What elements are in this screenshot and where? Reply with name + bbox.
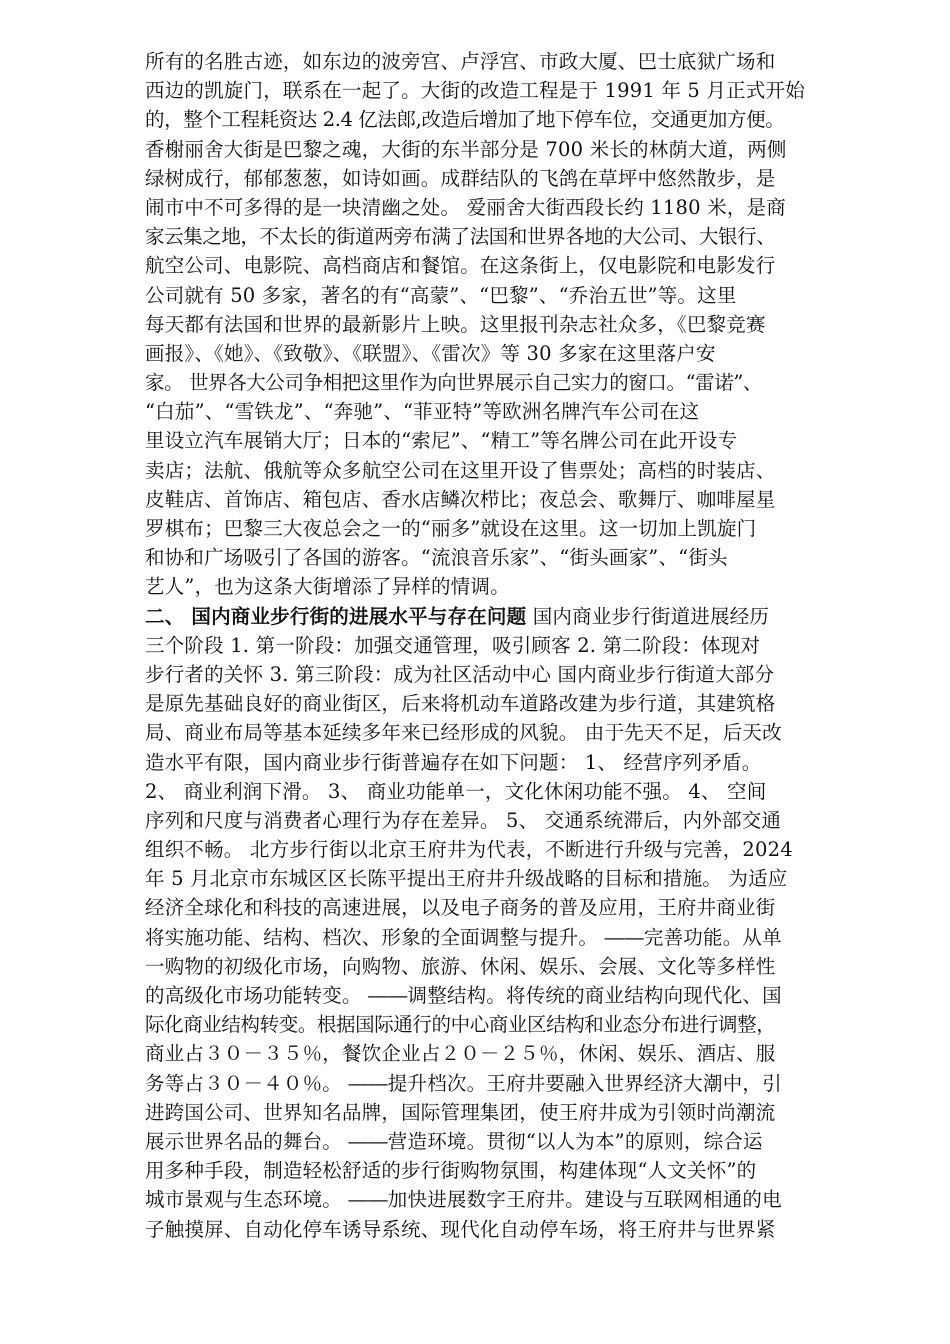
text-line: 商业占３０－３５％，餐饮企业占２０－２５％，休闲、娱乐、酒店、服 (145, 1042, 776, 1066)
text-line: 闹市中不可多得的是一块清幽之处。 爱丽舍大街西段长约 1180 米，是商 (145, 195, 786, 219)
body-text (145, 47, 865, 1244)
text-line: 务等占３０－４０％。 ――提升档次。王府井要融入世界经济大潮中，引 (145, 1071, 782, 1095)
text-span: 国内商业步行街道进展经历 (526, 604, 770, 628)
text-line: 一购物的初级化市场，向购物、旅游、休闲、娱乐、会展、文化等多样性 (145, 954, 776, 978)
text-line: 航空公司、电影院、高档商店和餐馆。在这条街上，仅电影院和电影发行 (145, 254, 776, 278)
text-line: 进跨国公司、世界知名品牌，国际管理集团，使王府井成为引领时尚潮流 (145, 1100, 776, 1124)
text-line: 是原先基础良好的商业街区，后来将机动车道路改建为步行道，其建筑格 (145, 692, 776, 716)
text-line: 的，整个工程耗资达 2.4 亿法郎,改造后增加了地下停车位，交通更加方便。 (145, 108, 785, 132)
text-line: 经济全球化和科技的高速进展，以及电子商务的普及应用，王府井商业街 (145, 896, 776, 920)
text-line: 序列和尺度与消费者心理行为存在差异。 5、 交通系统滞后，内外部交通 (145, 808, 782, 832)
text-line: 局、商业布局等基本延续多年来已经形成的风貌。 由于先天不足，后天改 (145, 721, 782, 745)
section-heading: 二、 国内商业步行街的进展水平与存在问题 (145, 604, 527, 628)
text-line: “白茄”、“雪铁龙”、“奔驰”、“菲亚特”等欧洲名牌汽车公司在这 (145, 400, 700, 424)
text-line: 罗棋布；巴黎三大夜总会之一的“丽多”就设在这里。这一切加上凯旋门 (145, 517, 757, 540)
text-line: 展示世界名品的舞台。 ――营造环境。贯彻“以人为本”的原则，综合运 (145, 1129, 763, 1153)
text-line: 西边的凯旋门，联系在一起了。大街的改造工程是于 1991 年 5 月正式开始 (145, 79, 805, 103)
text-line: 和协和广场吸引了各国的游客。“流浪音乐家”、“街头画家”、“街头 (145, 546, 728, 570)
section-heading-line (145, 602, 865, 631)
text-line: 里设立汽车展销大厅；日本的“索尼”、“精工”等名牌公司在此开设专 (145, 429, 738, 453)
text-line: 将实施功能、结构、档次、形象的全面调整与提升。 ――完善功能。从单 (145, 925, 782, 949)
text-line: 皮鞋店、首饰店、箱包店、香水店鳞次栉比；夜总会、歌舞厅、咖啡屋星 (145, 487, 776, 511)
text-line: 2、 商业利润下滑。 3、 商业功能单一，文化休闲功能不强。 4、 空间 (145, 779, 767, 803)
text-line: 子触摸屏、自动化停车诱导系统、现代化自动停车场，将王府井与世界紧 (145, 1217, 776, 1241)
text-line: 用多种手段，制造轻松舒适的步行街购物氛围，构建体现“人文关怀”的 (145, 1159, 757, 1183)
text-line: 画报》、《她》、《致敬》、《联盟》、《雷次》等 30 多家在这里落户安 (145, 341, 716, 365)
text-line: 年 5 月北京市东城区区长陈平提出王府井升级战略的目标和措施。 为适应 (145, 867, 788, 891)
text-line: 绿树成行，郁郁葱葱，如诗如画。成群结队的飞鸽在草坪中悠然散步，是 (145, 166, 776, 190)
text-line: 公司就有 50 多家，著名的有“高蒙”、“巴黎”、“乔治五世”等。这里 (145, 283, 737, 307)
text-line: 三个阶段 1. 第一阶段：加强交通管理，吸引顾客 2. 第二阶段：体现对 (145, 633, 761, 657)
text-line: 家。 世界各大公司争相把这里作为向世界展示自己实力的窗口。“雷诺”、 (145, 371, 763, 395)
text-line: 的高级化市场功能转变。 ――调整结构。将传统的商业结构向现代化、国 (145, 984, 782, 1007)
text-line: 艺人”，也为这条大街增添了异样的情调。 (145, 575, 510, 599)
text-line: 组织不畅。 北方步行街以北京王府井为代表，不断进行升级与完善，2024 (145, 838, 793, 862)
text-line: 际化商业结构转变。根据国际通行的中心商业区结构和业态分布进行调整， (145, 1013, 776, 1037)
text-line: 家云集之地，不太长的街道两旁布满了法国和世界各地的大公司、大银行、 (145, 225, 776, 249)
text-line: 卖店；法航、俄航等众多航空公司在这里开设了售票处；高档的时装店、 (145, 458, 776, 482)
text-line: 造水平有限，国内商业步行街普遍存在如下问题： 1、 经营序列矛盾。 (145, 750, 762, 774)
text-line: 香榭丽舍大街是巴黎之魂，大街的东半部分是 700 米长的林荫大道，两侧 (145, 137, 787, 161)
text-line: 所有的名胜古迹，如东边的波旁宫、卢浮宫、市政大厦、巴士底狱广场和 (145, 50, 776, 73)
text-line: 步行者的关怀 3. 第三阶段：成为社区活动中心 国内商业步行街道大部分 (145, 662, 775, 686)
text-line: 每天都有法国和世界的最新影片上映。这里报刊杂志社众多，《巴黎竞赛 (145, 312, 766, 336)
text-line: 城市景观与生态环境。 ――加快进展数字王府井。建设与互联网相通的电 (145, 1188, 782, 1212)
